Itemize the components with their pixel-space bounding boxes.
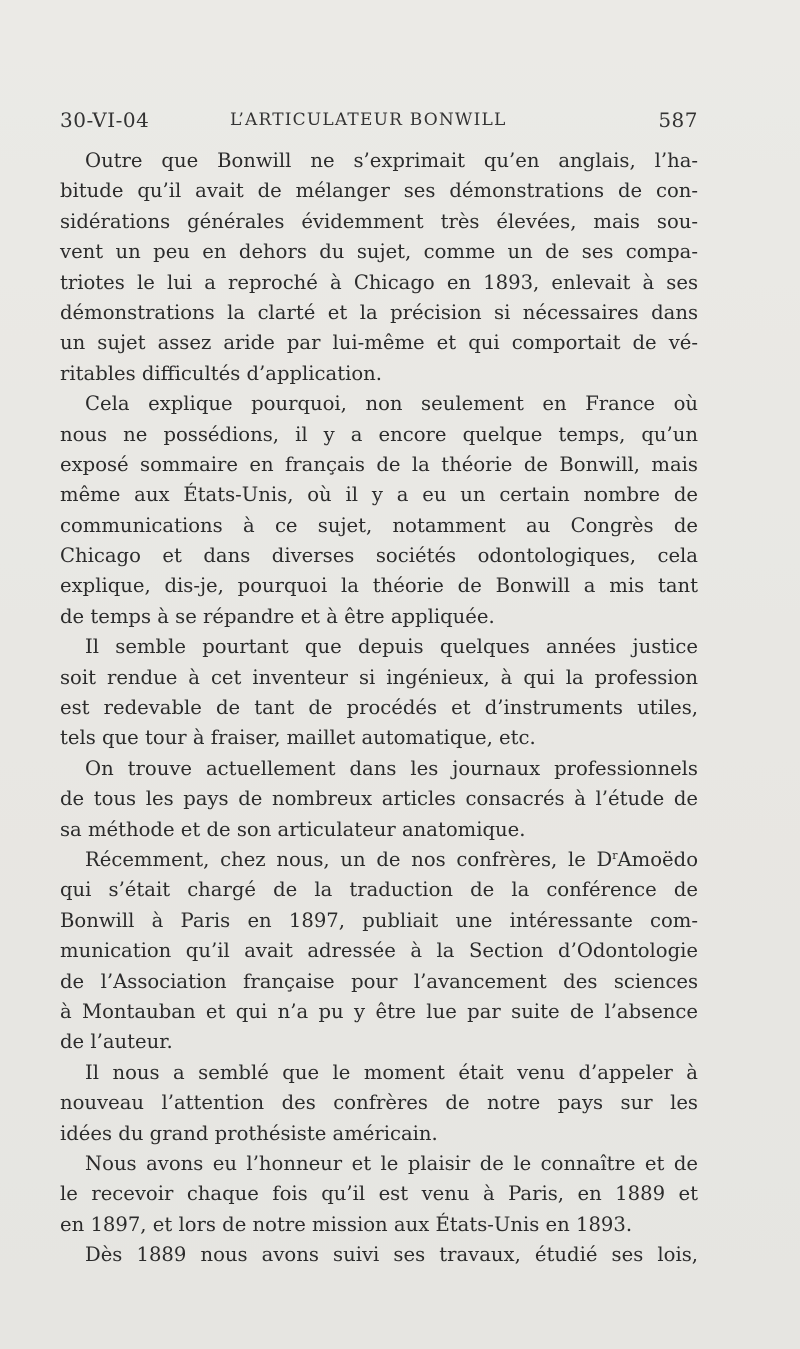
text-line-content: On trouve actuellement dans les journaux professionnels <box>85 756 698 780</box>
text-line <box>60 936 698 966</box>
text-line <box>60 268 698 298</box>
text-line-content: idées du grand prothésiste américain. <box>60 1121 438 1145</box>
text-line <box>60 146 698 176</box>
text-line <box>60 906 698 936</box>
text-line <box>60 1210 698 1240</box>
text-line <box>60 1027 698 1057</box>
text-line-content: sa méthode et de son articulateur anatomique. <box>60 817 526 841</box>
text-line <box>60 389 698 419</box>
text-line-content: est redevable de tant de procédés et d’instruments utiles, <box>60 696 698 720</box>
text-line <box>60 602 698 632</box>
text-line <box>60 1240 698 1270</box>
text-line-content: qui s’était chargé de la traduction de la conférence de <box>60 878 698 902</box>
text-line-content: Cela explique pourquoi, non seulement en France où <box>85 392 698 416</box>
header-date: 30-VI-04 <box>60 108 150 132</box>
text-line-content: démonstrations la clarté et la précision si nécessaires dans <box>60 300 698 324</box>
text-line-content: communications à ce sujet, notamment au Congrès de <box>60 513 698 537</box>
running-title: L’ARTICULATEUR BONWILL <box>230 110 507 130</box>
text-line <box>60 693 698 723</box>
text-line-content: munication qu’il avait adressée à la Section d’Odontologie <box>60 939 698 963</box>
text-line-content: sidérations générales évidemment très élevées, mais sou- <box>60 209 698 233</box>
text-line-content: Chicago et dans diverses sociétés odontologiques, cela <box>60 544 698 568</box>
text-line <box>60 723 698 753</box>
text-line <box>60 1058 698 1088</box>
page-number: 587 <box>658 108 698 132</box>
text-line <box>60 511 698 541</box>
text-line <box>60 663 698 693</box>
text-line-content: de temps à se répandre et à être appliquée. <box>60 604 495 628</box>
text-line <box>60 1088 698 1118</box>
text-line <box>60 450 698 480</box>
superscript: r <box>612 848 618 862</box>
text-line <box>60 632 698 662</box>
text-line-content: de tous les pays de nombreux articles consacrés à l’étude de <box>60 787 698 811</box>
text-line <box>60 298 698 328</box>
text-line <box>60 207 698 237</box>
text-line-content: même aux États-Unis, où il y a eu un certain nombre de <box>60 483 698 507</box>
text-line-content: tels que tour à fraiser, maillet automatique, etc. <box>60 726 536 750</box>
text-line <box>60 784 698 814</box>
text-line-content: Il semble pourtant que depuis quelques années justice <box>85 635 698 659</box>
text-line-content: de l’auteur. <box>60 1030 173 1054</box>
text-line <box>60 967 698 997</box>
text-line-content: bitude qu’il avait de mélanger ses démonstrations de con- <box>60 179 698 203</box>
text-line <box>60 480 698 510</box>
text-line-content: à Montauban et qui n’a pu y être lue par suite de l’absence <box>60 999 698 1023</box>
text-line <box>60 359 698 389</box>
text-line-content: Outre que Bonwill ne s’exprimait qu’en anglais, l’ha- <box>85 149 698 172</box>
text-line-content: Bonwill à Paris en 1897, publiait une intéressante com- <box>60 908 698 932</box>
text-line-content: de l’Association française pour l’avancement des sciences <box>60 969 698 993</box>
text-line <box>60 541 698 571</box>
text-line-content: exposé sommaire en français de la théorie de Bonwill, mais <box>60 452 698 476</box>
text-line-content: un sujet assez aride par lui-même et qui comportait de vé- <box>60 331 698 355</box>
text-line <box>60 1149 698 1179</box>
text-line <box>60 997 698 1027</box>
text-line <box>60 328 698 358</box>
text-line <box>60 1119 698 1149</box>
text-line-content: soit rendue à cet inventeur si ingénieux, à qui la profession <box>60 665 698 689</box>
text-line-content: triotes le lui a reproché à Chicago en 1893, enlevait à ses <box>60 270 698 294</box>
text-line <box>60 815 698 845</box>
text-line-content: en 1897, et lors de notre mission aux États-Unis en 1893. <box>60 1212 633 1236</box>
text-line-content: Dès 1889 nous avons suivi ses travaux, étudié ses lois, <box>85 1243 698 1267</box>
text-line-content: le recevoir chaque fois qu’il est venu à Paris, en 1889 et <box>60 1182 698 1206</box>
text-line <box>60 845 698 875</box>
text-line-content: nouveau l’attention des confrères de notre pays sur les <box>60 1091 698 1115</box>
text-line-content: vent un peu en dehors du sujet, comme un de ses compa- <box>60 240 698 264</box>
text-line <box>60 754 698 784</box>
text-line <box>60 176 698 206</box>
body-text <box>60 146 698 1270</box>
text-line <box>60 1179 698 1209</box>
text-line-content: Récemment, chez nous, un de nos confrères, le D <box>85 847 613 871</box>
text-line-continuation: Amoëdo <box>617 847 698 871</box>
text-line <box>60 420 698 450</box>
text-line-content: ritables difficultés d’application. <box>60 361 382 385</box>
text-line-content: nous ne possédions, il y a encore quelque temps, qu’un <box>60 422 698 446</box>
text-line-content: Nous avons eu l’honneur et le plaisir de le connaître et de <box>85 1151 698 1175</box>
running-header <box>60 108 698 138</box>
text-line <box>60 571 698 601</box>
text-line-content: Il nous a semblé que le moment était venu d’appeler à <box>85 1060 698 1084</box>
text-line-content: explique, dis-je, pourquoi la théorie de Bonwill a mis tant <box>60 574 698 598</box>
text-line <box>60 875 698 905</box>
text-line <box>60 237 698 267</box>
